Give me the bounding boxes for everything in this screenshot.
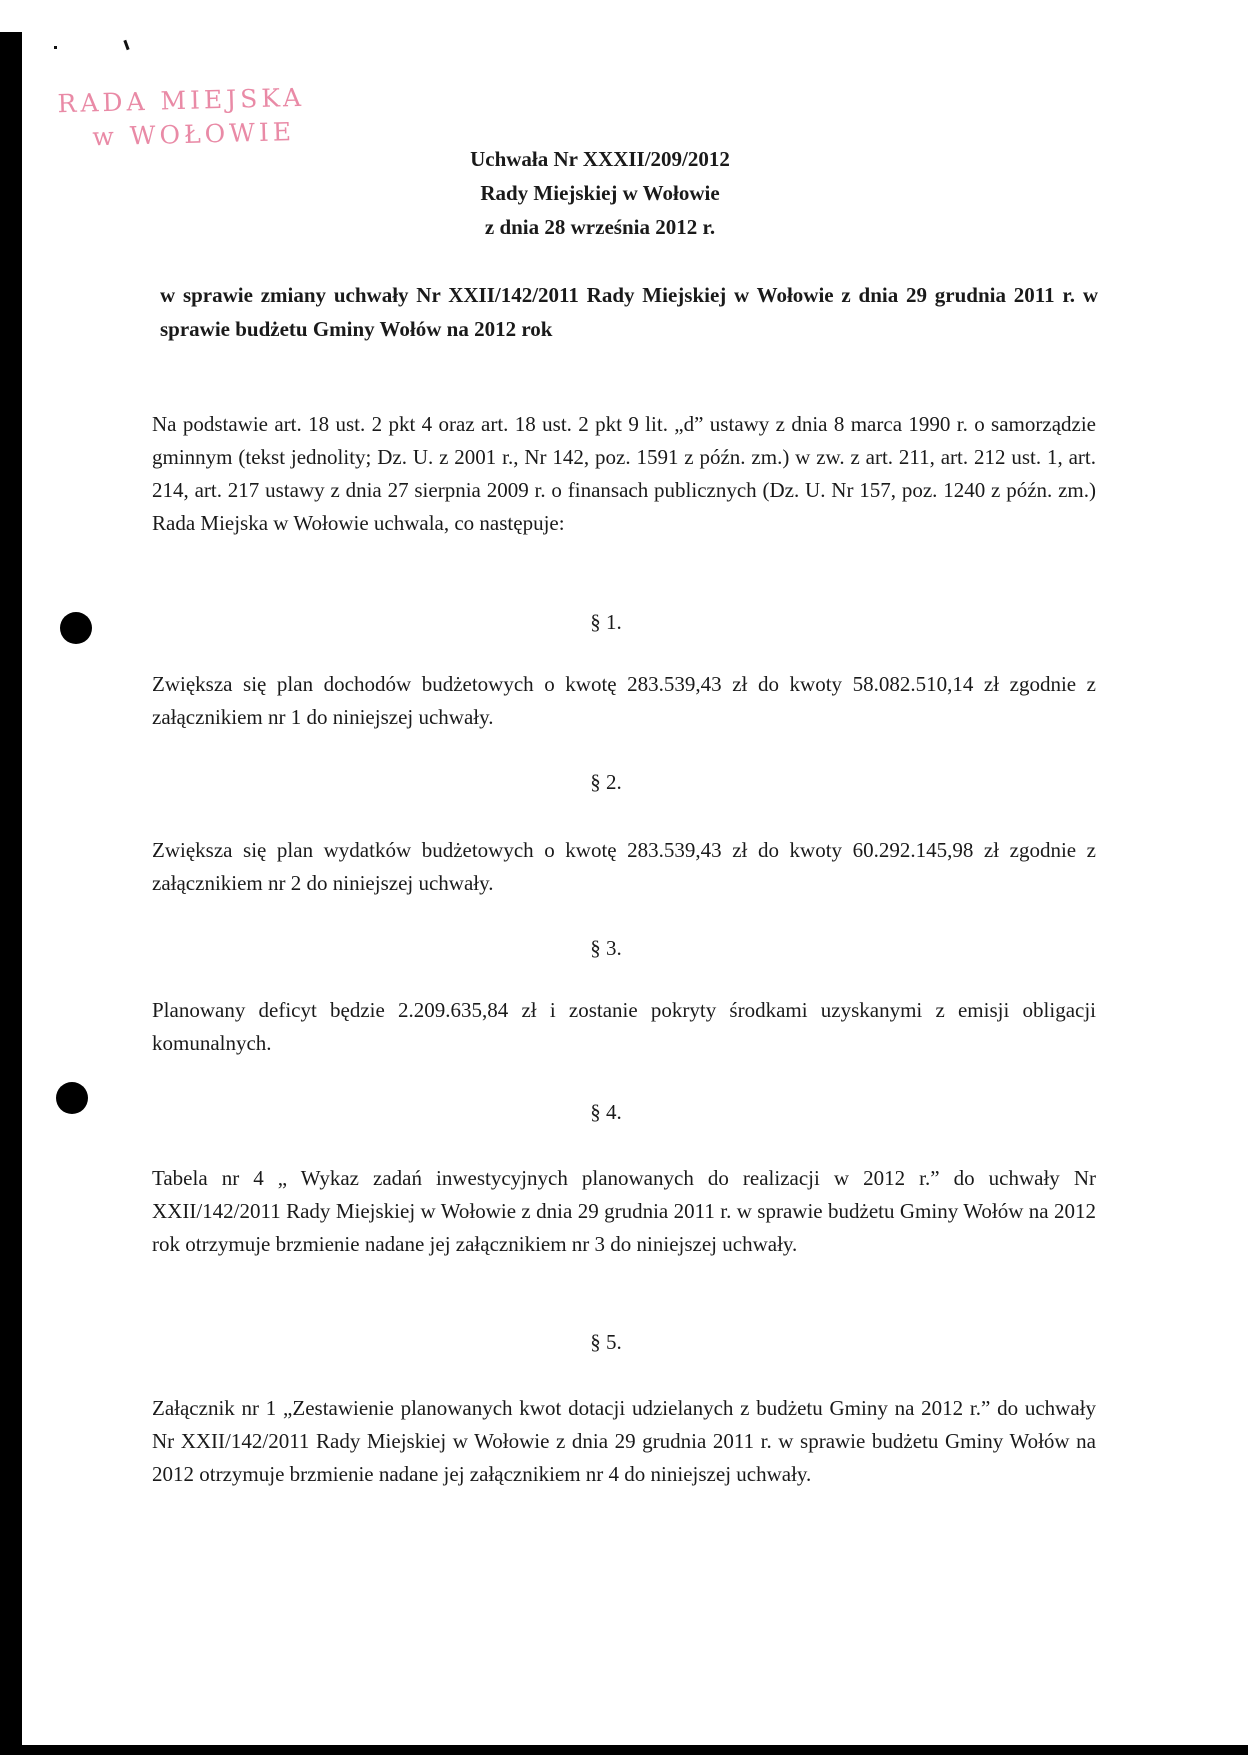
- scan-edge-bottom: [0, 1745, 1248, 1755]
- punch-hole: [60, 612, 92, 644]
- section-mark: § 4.: [590, 1100, 622, 1124]
- section-mark: § 2.: [590, 770, 622, 794]
- section-text: Tabela nr 4 „ Wykaz zadań inwestycyjnych planowanych do realizacji w 2012 r.” do uchwały Nr XXII/142/2011 Rady Miejskiej w Wołowie z dnia 29 grudnia 2011 r. w sprawie budżetu Gminy Wołów na 2012 rok otrzymuje brzmienie nadane jej załącznikiem nr 3 do niniejszej uchwały.: [152, 1166, 1096, 1256]
- section-text: Załącznik nr 1 „Zestawienie planowanych kwot dotacji udzielanych z budżetu Gminy na 2012 r.” do uchwały Nr XXII/142/2011 Rady Miejskiej w Wołowie z dnia 29 grudnia 2011 r. w sprawie budżetu Gminy Wołów na 2012 otrzymuje brzmienie nadane jej załącznikiem nr 4 do niniejszej uchwały.: [152, 1396, 1096, 1486]
- council-name: Rady Miejskiej w Wołowie: [480, 181, 720, 205]
- scan-speck: [54, 46, 57, 49]
- section-text: Zwiększa się plan dochodów budżetowych o kwotę 283.539,43 zł do kwoty 58.082.510,14 zł zgodnie z załącznikiem nr 1 do niniejszej uchwały.: [152, 672, 1096, 729]
- stamp-line-2: w WOŁOWIE: [92, 117, 296, 152]
- resolution-number: Uchwała Nr XXXII/209/2012: [470, 147, 730, 171]
- resolution-header: [380, 142, 820, 244]
- scan-speck: [123, 40, 129, 50]
- resolution-subject: w sprawie zmiany uchwały Nr XXII/142/2011 Rady Miejskiej w Wołowie z dnia 29 grudnia 2011 r. w sprawie budżetu Gminy Wołów na 2012 rok: [160, 283, 1098, 341]
- stamp-line-1: RADA MIEJSKA: [57, 82, 306, 119]
- section-text: Zwiększa się plan wydatków budżetowych o kwotę 283.539,43 zł do kwoty 60.292.145,98 zł zgodnie z załącznikiem nr 2 do niniejszej uchwały.: [152, 838, 1096, 895]
- section-mark: § 1.: [590, 610, 622, 634]
- council-stamp: [57, 81, 306, 155]
- section-text: Planowany deficyt będzie 2.209.635,84 zł i zostanie pokryty środkami uzyskanymi z emisji obligacji komunalnych.: [152, 998, 1096, 1055]
- punch-hole: [56, 1082, 88, 1114]
- resolution-date: z dnia 28 września 2012 r.: [484, 215, 716, 239]
- scan-edge-left: [0, 32, 22, 1755]
- section-mark: § 5.: [590, 1330, 622, 1354]
- preamble: Na podstawie art. 18 ust. 2 pkt 4 oraz art. 18 ust. 2 pkt 9 lit. „d” ustawy z dnia 8 marca 1990 r. o samorządzie gminnym (tekst jednolity; Dz. U. z 2001 r., Nr 142, poz. 1591 z późn. zm.) w zw. z art. 211, art. 212 ust. 1, art. 214, art. 217 ustawy z dnia 27 sierpnia 2009 r. o finansach publicznych (Dz. U. Nr 157, poz. 1240 z późn. zm.) Rada Miejska w Wołowie uchwala, co następuje:: [152, 412, 1096, 535]
- section-mark: § 3.: [590, 936, 622, 960]
